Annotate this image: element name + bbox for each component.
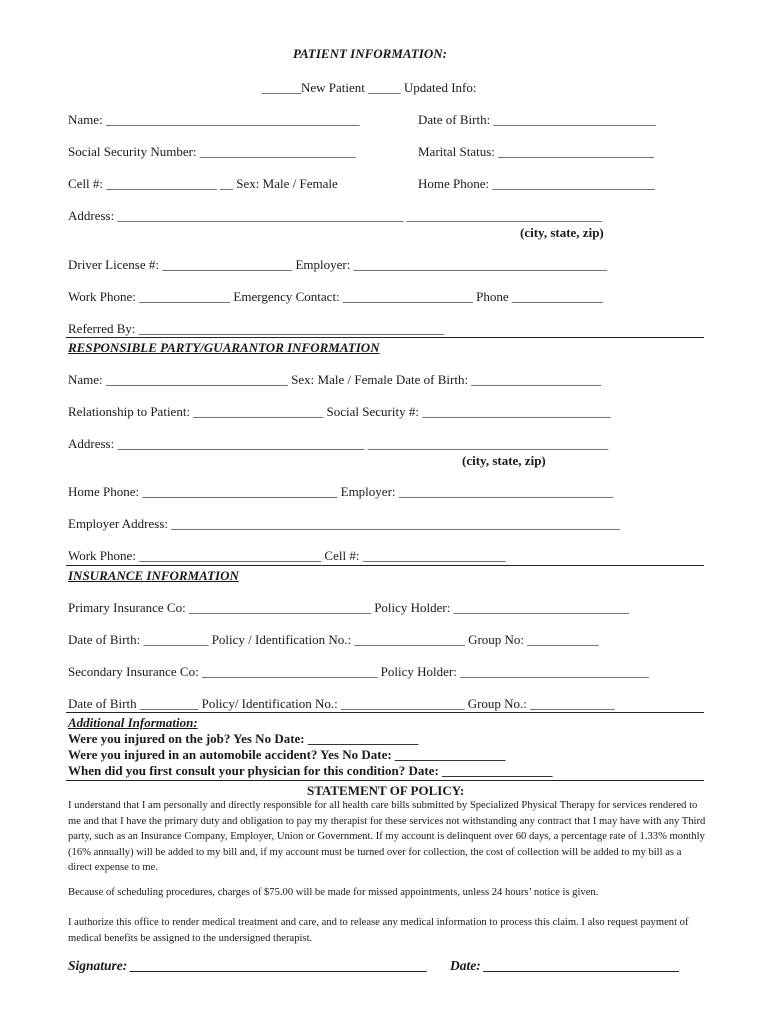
insurance-secondary-line[interactable]: Secondary Insurance Co: ___________________________ Policy Holder: _____________________________ <box>68 664 649 679</box>
insurance-section-title: INSURANCE INFORMATION <box>68 568 239 583</box>
guarantor-work-phone-line[interactable]: Work Phone: ____________________________ Cell #: ______________________ <box>68 548 506 563</box>
policy-title: STATEMENT OF POLICY: <box>307 783 465 798</box>
additional-job-injury-question[interactable]: Were you injured on the job? Yes No Date: _________________ <box>68 731 419 746</box>
patient-dob-field[interactable]: Date of Birth: _________________________ <box>418 112 656 127</box>
insurance-primary-line[interactable]: Primary Insurance Co: ____________________________ Policy Holder: ___________________________ <box>68 600 630 615</box>
section-divider <box>66 565 704 566</box>
guarantor-city-state-zip-label: (city, state, zip) <box>462 453 546 468</box>
guarantor-home-phone-line[interactable]: Home Phone: ______________________________ Employer: _________________________________ <box>68 484 614 499</box>
patient-license-employer-field[interactable]: Driver License #: ____________________ Employer: _______________________________________ <box>68 257 608 272</box>
guarantor-address-field[interactable]: Address: ______________________________________ _____________________________________ <box>68 436 609 451</box>
section-divider <box>66 780 704 781</box>
patient-info-title: PATIENT INFORMATION: <box>293 46 447 61</box>
guarantor-employer-address-field[interactable]: Employer Address: _____________________________________________________________________ <box>68 516 620 531</box>
signature-field[interactable]: Signature: ____________________________________________ <box>68 958 428 973</box>
section-divider <box>66 337 704 338</box>
policy-missed-appointment-paragraph: Because of scheduling procedures, charges of $75.00 will be made for missed appointments, unless 24 hours’ notice is given. <box>68 887 599 898</box>
patient-ssn-field[interactable]: Social Security Number: ________________________ <box>68 144 356 159</box>
patient-city-state-zip-label: (city, state, zip) <box>520 225 604 240</box>
patient-cell-sex-field[interactable]: Cell #: _________________ __ Sex: Male / Female <box>68 176 338 191</box>
additional-auto-accident-question[interactable]: Were you injured in an automobile accident? Yes No Date: _________________ <box>68 747 506 762</box>
patient-status-line[interactable]: ______New Patient _____ Updated Info: <box>262 80 477 95</box>
policy-authorization-paragraph: I authorize this office to render medical treatment and care, and to release any medical information to process this claim. I also request payment of medical benefits be assigned to the undersigned therapist. <box>68 917 689 944</box>
patient-name-field[interactable]: Name: _______________________________________ <box>68 112 360 127</box>
patient-address-field[interactable]: Address: ____________________________________________ ______________________________ <box>68 208 602 223</box>
guarantor-name-line[interactable]: Name: ____________________________ Sex: Male / Female Date of Birth: ____________________ <box>68 372 602 387</box>
guarantor-section-title: RESPONSIBLE PARTY/GUARANTOR INFORMATION <box>68 340 380 355</box>
additional-first-consult-question[interactable]: When did you first consult your physician for this condition? Date: _________________ <box>68 763 553 778</box>
additional-info-title: Additional Information: <box>68 715 198 730</box>
insurance-dob-policy-line-2[interactable]: Date of Birth _________ Policy/ Identification No.: ___________________ Group No.: _____________ <box>68 696 615 711</box>
patient-marital-field[interactable]: Marital Status: ________________________ <box>418 144 655 159</box>
section-divider <box>66 712 704 713</box>
policy-responsibility-paragraph: I understand that I am personally and directly responsible for all health care bills submitted by Specialized Physical Therapy for services rendered to me and that I have the primary duty and obligation to pay my therapist for these services not withstanding any contract that I may have with any Third party, such as an Insurance Company, Employer, Union or Government. If my account is delinquent over 60 days, a percentage rate of 1.33% monthly (16% annually) will be added to my bill and, if my account must be turned over for collection, the cost of collection will be added to my bill as a direct expense to me. <box>68 800 706 873</box>
signature-date-field[interactable]: Date: _____________________________ <box>450 958 680 973</box>
patient-referred-by-field[interactable]: Referred By: _______________________________________________ <box>68 321 445 336</box>
patient-home-phone-field[interactable]: Home Phone: _________________________ <box>418 176 655 191</box>
insurance-dob-policy-line-1[interactable]: Date of Birth: __________ Policy / Identification No.: _________________ Group No: ___________ <box>68 632 599 647</box>
guarantor-relationship-line[interactable]: Relationship to Patient: ____________________ Social Security #: _____________________________ <box>68 404 611 419</box>
patient-work-emergency-field[interactable]: Work Phone: ______________ Emergency Contact: ____________________ Phone ______________ <box>68 289 603 304</box>
